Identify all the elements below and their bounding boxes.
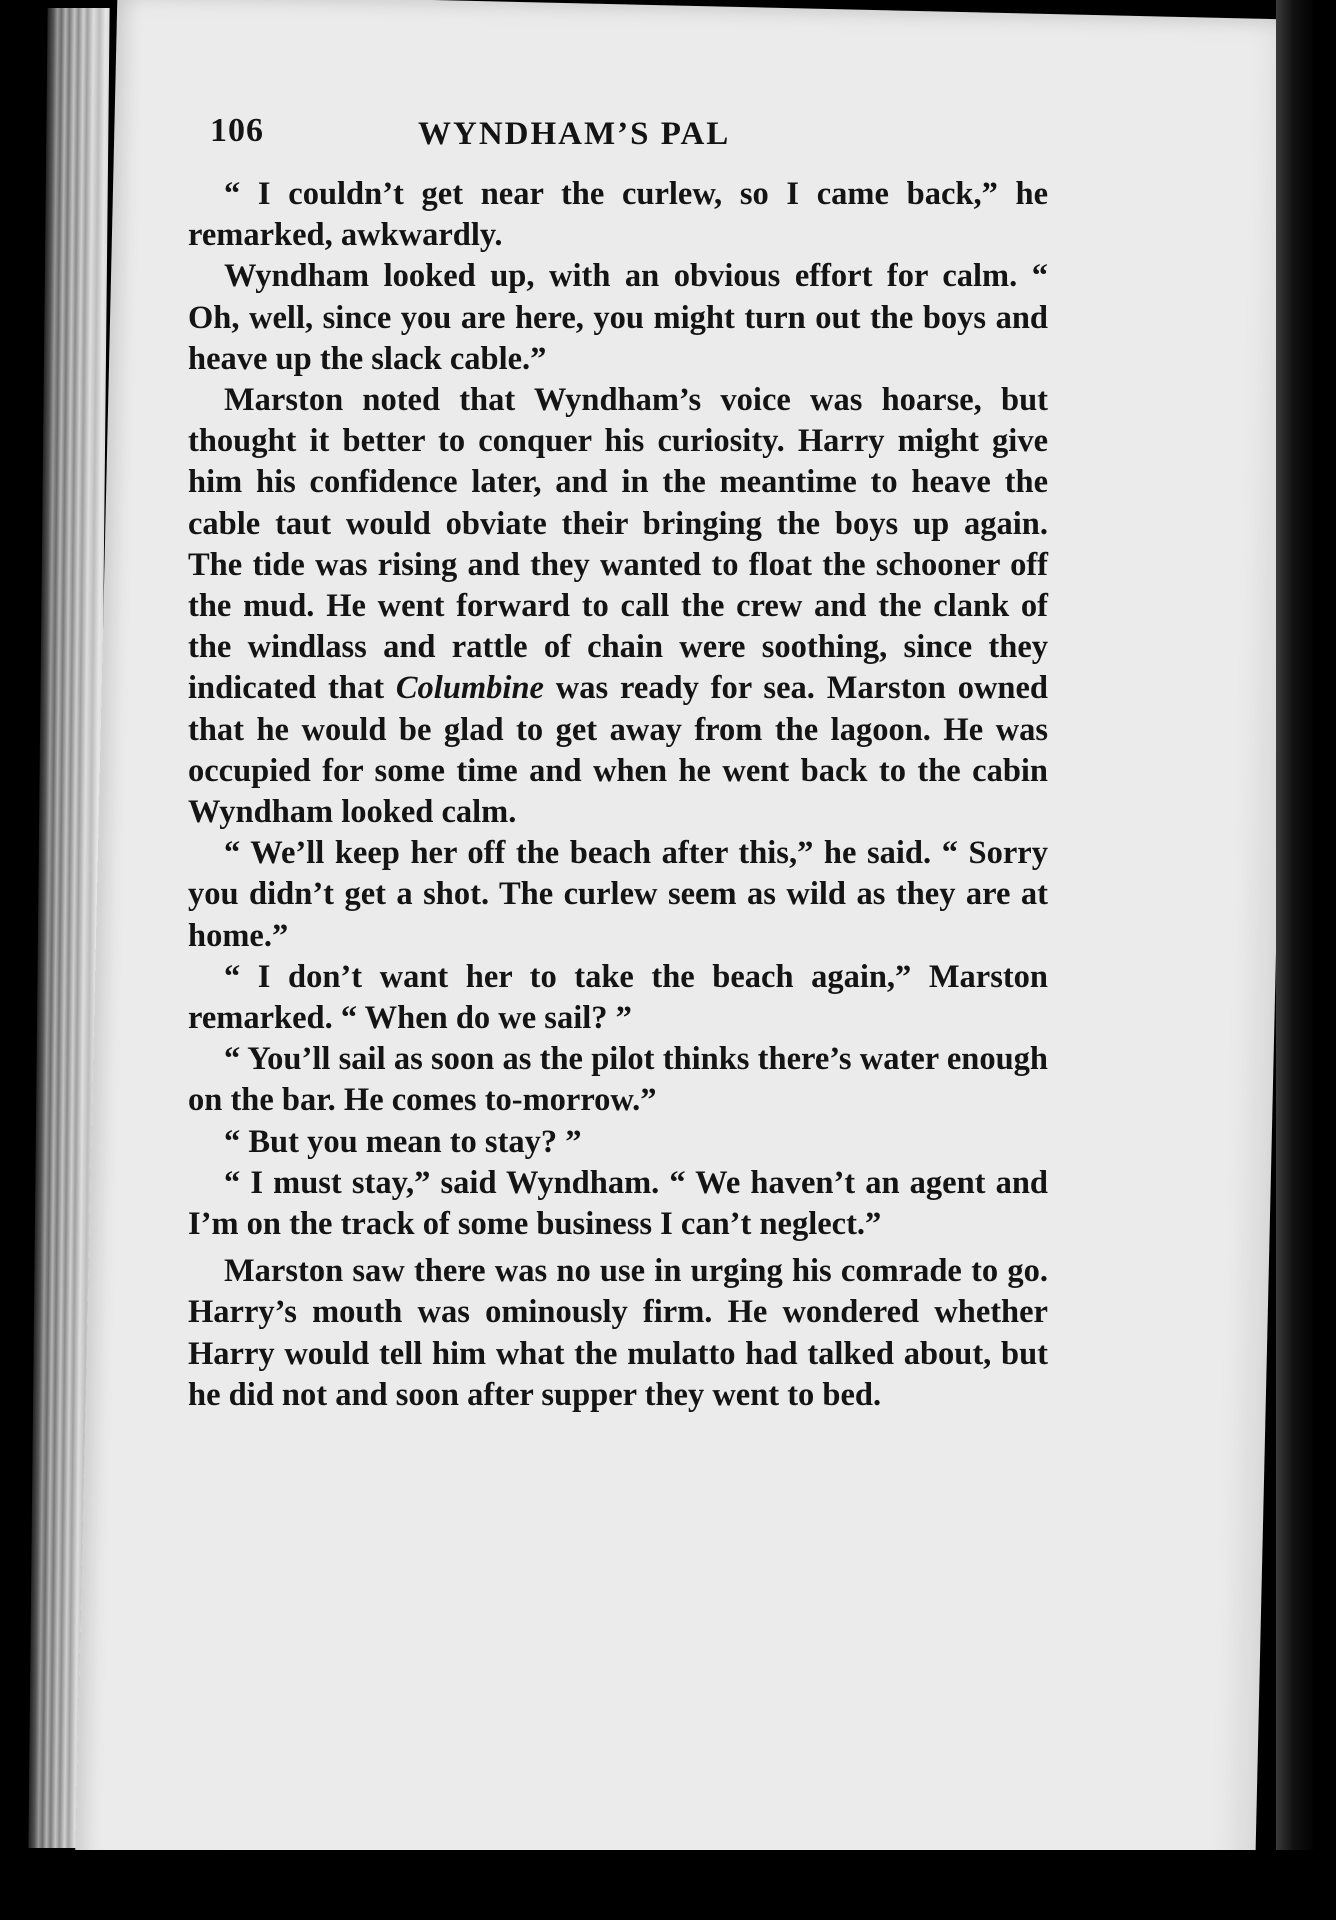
page-number: 106	[210, 112, 264, 149]
paragraph	[188, 1163, 1048, 1245]
body-text	[188, 174, 1048, 1416]
paragraph	[188, 1251, 1048, 1416]
paragraph	[188, 1122, 1048, 1163]
paragraph	[188, 256, 1048, 380]
paragraph-text: Marston noted that Wyndham’s voice was hoarse, but thought it better to conquer his curiosity. Harry might give him his confidence later, and in the meantime to heave the cable taut would obviate their bringing the boys up again. The tide was rising and they wanted to float the schooner off the mud. He went forward to call the crew and the clank of the windlass and rattle of chain were soothing, since they indicated that	[188, 382, 1048, 707]
paragraph-text: “ We’ll keep her off the beach after this,” he said. “ Sorry you didn’t get a shot. The curlew seem as wild as they are at home.”	[188, 835, 1048, 954]
paragraph-text: “ But you mean to stay? ”	[224, 1123, 582, 1160]
paragraph-text: “ I don’t want her to take the beach again,” Marston remarked. “ When do we sail? ”	[188, 958, 1048, 1037]
paragraph	[188, 1039, 1048, 1121]
paragraph	[188, 833, 1048, 957]
paragraph-text: “ I couldn’t get near the curlew, so I came back,” he remarked, awkwardly.	[188, 176, 1048, 254]
paragraph	[188, 380, 1048, 833]
scan-bottom-border	[0, 1850, 1336, 1920]
page-text-block	[188, 108, 1048, 1416]
book-cover-shadow	[1276, 0, 1336, 1920]
paragraph-text: “ I must stay,” said Wyndham. “ We haven’t an agent and I’m on the track of some business I can’t neglect.”	[188, 1164, 1048, 1243]
page-header	[188, 108, 1048, 160]
paragraph	[188, 174, 1048, 256]
paragraph-text: Marston saw there was no use in urging his comrade to go. Harry’s mouth was ominously firm. He wondered whether Harry would tell him what the mulatto had talked about, but he did not and soon after supper they went to bed.	[188, 1253, 1048, 1413]
paragraph-text: was ready for sea. Marston owned that he would be glad to get away from the lagoon. He was occupied for some time and when he went back to the cabin Wyndham looked calm.	[188, 670, 1048, 831]
italic-text: Columbine	[395, 670, 544, 707]
paragraph-text: “ You’ll sail as soon as the pilot thinks there’s water enough on the bar. He comes to-morrow.”	[188, 1041, 1048, 1119]
running-title: WYNDHAM’S PAL	[418, 116, 731, 152]
paragraph	[188, 957, 1048, 1039]
paragraph-text: Wyndham looked up, with an obvious effort for calm. “ Oh, well, since you are here, you might turn out the boys and heave up the slack cable.”	[188, 258, 1048, 377]
